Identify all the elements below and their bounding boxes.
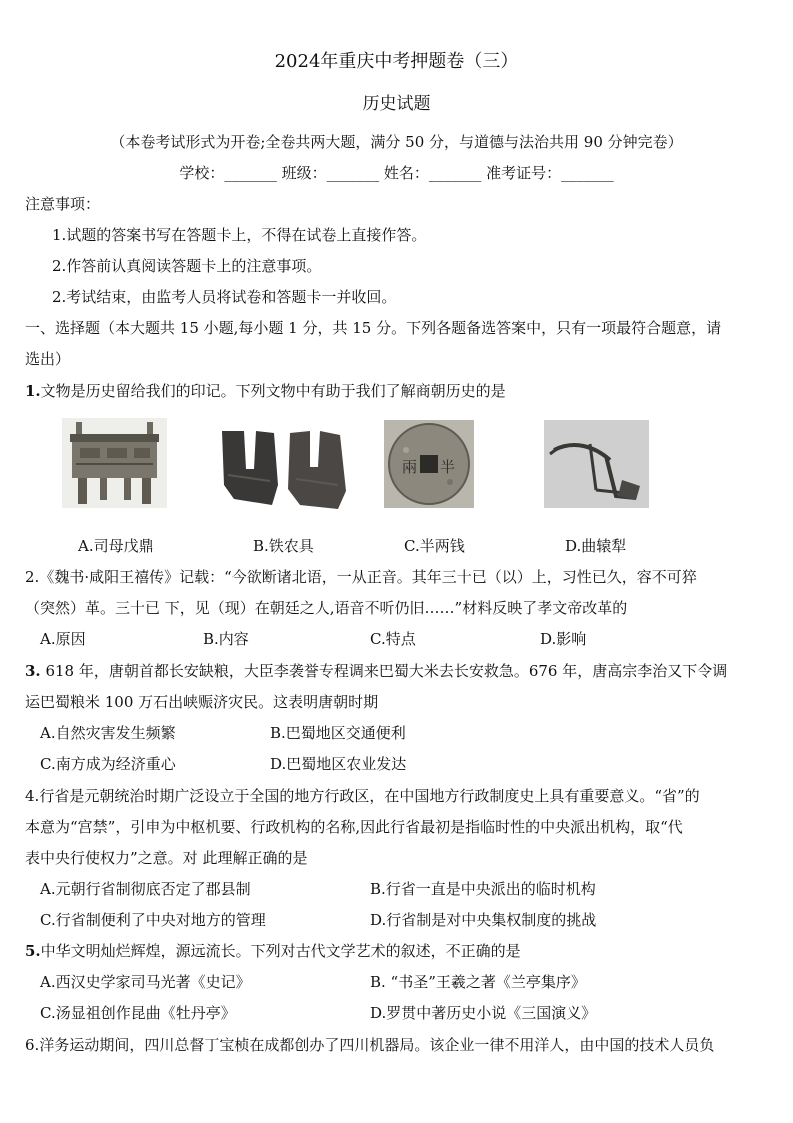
exam-note: （本卷考试形式为开卷;全卷共两大题，满分 50 分，与道德与法治共用 90 分钟完卷） [110, 133, 683, 151]
question-3-stem-cont: 运巴蜀粮米 100 万石出峡赈济灾民。这表明唐朝时期 [25, 693, 379, 711]
coin-char-ban: 半 [440, 458, 456, 476]
question-4-stem-cont: 表中央行使权力”之意。对 此理解正确的是 [25, 849, 308, 867]
q3-option-b: B.巴蜀地区交通便利 [270, 724, 406, 742]
q4-option-b: B.行省一直是中央派出的临时机构 [370, 880, 596, 898]
ding-vessel-photo [62, 418, 167, 508]
question-6-stem [25, 1035, 714, 1055]
iron-tools-photo [214, 425, 354, 510]
q1-option-c: C.半两钱 [404, 537, 465, 555]
q4-option-a: A.元朝行省制彻底否定了郡县制 [40, 880, 251, 898]
student-info-line: 学校：_______ 班级：_______ 姓名：_______ 准考证号：_______ [179, 164, 614, 182]
coin-char-liang: 兩 [402, 458, 418, 476]
question-number: 4. [25, 787, 40, 805]
question-number: 6. [25, 1036, 40, 1054]
q4-option-d: D.行省制是对中央集权制度的挑战 [370, 911, 597, 929]
question-number: 3. [25, 662, 41, 680]
banliang-coin-photo [384, 420, 474, 508]
q1-option-b: B.铁农具 [253, 537, 314, 555]
question-text: 《魏书·咸阳王禧传》记载：“今欲断诸北语，一从正音。其年三十已（以）上，习性已久，容不可猝 [39, 568, 697, 586]
q5-option-a: A.西汉史学家司马光著《史记》 [40, 973, 251, 991]
q1-option-d: D.曲辕犁 [565, 537, 627, 555]
curved-plow-photo [544, 420, 649, 508]
notice-item: 2.作答前认真阅读答题卡上的注意事项。 [52, 257, 322, 275]
section-heading-cont: 选出） [25, 350, 71, 368]
notice-item: 2.考试结束，由监考人员将试卷和答题卡一并收回。 [52, 288, 397, 306]
exam-title: 2024年重庆中考押题卷（三） [274, 51, 519, 72]
question-number: 2. [25, 568, 40, 586]
notice-item: 1.试题的答案书写在答题卡上，不得在试卷上直接作答。 [52, 226, 427, 244]
question-5-stem [25, 941, 521, 961]
question-4-stem-cont: 本意为“宫禁”，引申为中枢机要、行政机构的名称,因此行省最初是指临时性的中央派出机构，取“代 [25, 818, 683, 836]
q3-option-d: D.巴蜀地区农业发达 [270, 755, 407, 773]
q2-option-c: C.特点 [370, 630, 416, 648]
q2-option-d: D.影响 [540, 630, 587, 648]
subject-title: 历史试题 [362, 94, 431, 114]
question-1-stem [25, 381, 506, 401]
question-number: 5. [25, 942, 41, 960]
q2-option-a: A.原因 [40, 630, 86, 648]
q1-option-a: A.司母戊鼎 [78, 537, 154, 555]
question-text: 文物是历史留给我们的印记。下列文物中有助于我们了解商朝历史的是 [40, 382, 506, 400]
q3-option-a: A.自然灾害发生频繁 [40, 724, 176, 742]
notice-heading: 注意事项： [25, 195, 101, 213]
q2-option-b: B.内容 [203, 630, 249, 648]
question-number: 1. [25, 382, 41, 400]
question-2-stem-cont: （突然）革。三十已 下，见（现）在朝廷之人,语音不听仍旧……”材料反映了孝文帝改革的 [25, 599, 628, 617]
question-4-stem [25, 786, 700, 806]
question-text: 洋务运动期间，四川总督丁宝桢在成都创办了四川机器局。该企业一律不用洋人，由中国的技术人员负 [39, 1036, 715, 1054]
q5-option-d: D.罗贯中著历史小说《三国演义》 [370, 1004, 597, 1022]
question-text: 行省是元朝统治时期广泛设立于全国的地方行政区，在中国地方行政制度史上具有重要意义。“省”的 [39, 787, 700, 805]
q5-option-b: B. “书圣”王羲之著《兰亭集序》 [370, 973, 586, 991]
q5-option-c: C.汤显祖创作昆曲《牡丹亭》 [40, 1004, 236, 1022]
question-3-stem [25, 661, 727, 681]
q4-option-c: C.行省制便利了中央对地方的管理 [40, 911, 266, 929]
section-heading: 一、选择题（本大题共 15 小题,每小题 1 分，共 15 分。下列各题备选答案中，只有一项最符合题意，请 [25, 319, 722, 337]
question-text: 618 年，唐朝首都长安缺粮，大臣李袭誉专程调来巴蜀大米去长安救急。676 年，唐高宗李治又下令调 [40, 662, 728, 680]
question-text: 中华文明灿烂辉煌，源远流长。下列对古代文学艺术的叙述，不正确的是 [40, 942, 521, 960]
q3-option-c: C.南方成为经济重心 [40, 755, 176, 773]
question-2-stem [25, 567, 697, 587]
